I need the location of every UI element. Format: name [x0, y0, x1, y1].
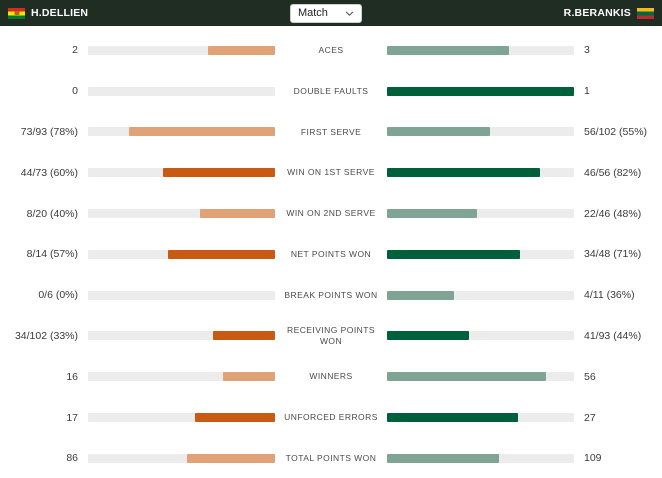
stat-right-value: 46/56 (82%)	[584, 166, 642, 179]
stat-row	[0, 356, 662, 397]
stat-label: TOTAL POINTS WON	[285, 453, 377, 464]
stat-right-bar-fill	[387, 127, 490, 136]
stat-label: RECEIVING POINTS WON	[287, 325, 375, 346]
match-scope-select[interactable]	[290, 4, 362, 23]
stat-left-bar-track	[88, 372, 275, 381]
stat-right-value: 56	[584, 370, 596, 383]
stat-right-bar-fill	[387, 331, 469, 340]
stat-row	[0, 112, 662, 153]
stat-left-bar-track	[88, 209, 275, 218]
stat-right-bar-track	[387, 127, 574, 136]
stat-right-value: 56/102 (55%)	[584, 125, 648, 138]
stat-label: FIRST SERVE	[300, 126, 362, 137]
stat-left-bar-track	[88, 413, 275, 422]
stat-label: ACES	[318, 45, 344, 56]
stat-right-bar-track	[387, 413, 574, 422]
stat-right-value: 22/46 (48%)	[584, 207, 642, 220]
stat-left-bar-track	[88, 454, 275, 463]
bolivia-flag-icon	[8, 8, 25, 19]
stat-left-bar-fill	[129, 127, 275, 136]
stat-right-bar-fill	[387, 168, 540, 177]
stat-right-bar-fill	[387, 454, 499, 463]
stat-right-value: 34/48 (71%)	[584, 248, 642, 261]
stat-row	[0, 438, 662, 478]
stat-left-bar-track	[88, 331, 275, 340]
stat-left-bar-fill	[213, 331, 275, 340]
player-right-name: R.BERANKIS	[563, 7, 631, 19]
stat-left-value: 16	[66, 370, 78, 383]
stat-right-bar-fill	[387, 46, 509, 55]
stat-left-value: 34/102 (33%)	[14, 329, 78, 342]
player-left	[8, 7, 88, 19]
stat-label: WIN ON 2ND SERVE	[286, 208, 376, 219]
stat-left-value: 2	[72, 44, 78, 57]
stat-left-value: 0/6 (0%)	[38, 289, 78, 302]
stat-left-value: 0	[72, 85, 78, 98]
stat-right-bar-track	[387, 454, 574, 463]
stat-left-value: 73/93 (78%)	[20, 125, 78, 138]
stat-row	[0, 234, 662, 275]
chevron-down-icon	[345, 9, 354, 18]
player-right	[564, 7, 654, 19]
stat-left-bar-fill	[163, 168, 275, 177]
stat-left-bar-fill	[187, 454, 275, 463]
stat-right-bar-track	[387, 46, 574, 55]
stat-right-bar-fill	[387, 209, 477, 218]
stat-left-bar-track	[88, 127, 275, 136]
stat-right-bar-fill	[387, 413, 518, 422]
stat-right-bar-fill	[387, 291, 454, 300]
stat-right-bar-track	[387, 372, 574, 381]
stat-right-bar-fill	[387, 87, 574, 96]
stat-row	[0, 71, 662, 112]
stat-label: WIN ON 1ST SERVE	[287, 167, 375, 178]
stat-row	[0, 397, 662, 438]
stat-right-value: 4/11 (36%)	[584, 289, 635, 302]
lithuania-flag-icon	[637, 8, 654, 19]
player-left-name: H.DELLIEN	[31, 7, 89, 19]
stat-label: DOUBLE FAULTS	[293, 85, 369, 96]
stat-left-bar-track	[88, 291, 275, 300]
stat-right-bar-track	[387, 168, 574, 177]
stat-right-value: 27	[584, 411, 596, 424]
stat-right-bar-track	[387, 209, 574, 218]
stat-row	[0, 275, 662, 316]
stat-row	[0, 30, 662, 71]
stat-left-value: 8/20 (40%)	[26, 207, 78, 220]
match-scope-label: Match	[297, 7, 328, 19]
stat-right-value: 3	[584, 44, 590, 57]
stat-right-bar-track	[387, 250, 574, 259]
stat-left-bar-fill	[195, 413, 275, 422]
stat-label: WINNERS	[309, 371, 353, 382]
stats-rows	[0, 26, 662, 478]
stat-left-bar-fill	[208, 46, 275, 55]
stat-right-bar-track	[387, 291, 574, 300]
stat-left-bar-track	[88, 168, 275, 177]
stat-row	[0, 316, 662, 357]
stat-left-value: 44/73 (60%)	[20, 166, 78, 179]
stat-left-value: 8/14 (57%)	[26, 248, 78, 261]
stat-left-bar-track	[88, 46, 275, 55]
stat-left-bar-fill	[223, 372, 275, 381]
stat-left-bar-track	[88, 250, 275, 259]
stat-right-bar-fill	[387, 372, 546, 381]
stat-right-value: 1	[584, 85, 590, 98]
stat-label: BREAK POINTS WON	[284, 289, 378, 300]
stat-label: UNFORCED ERRORS	[284, 412, 378, 423]
stat-left-value: 17	[66, 411, 78, 424]
stat-row	[0, 193, 662, 234]
stat-right-bar-fill	[387, 250, 520, 259]
stat-left-bar-fill	[168, 250, 275, 259]
stat-left-value: 86	[66, 452, 78, 465]
stat-right-value: 41/93 (44%)	[584, 329, 642, 342]
match-header	[0, 0, 662, 26]
stat-right-bar-track	[387, 331, 574, 340]
stat-left-bar-fill	[200, 209, 275, 218]
stat-right-bar-track	[387, 87, 574, 96]
stat-row	[0, 152, 662, 193]
stat-left-bar-track	[88, 87, 275, 96]
stat-right-value: 109	[584, 452, 602, 465]
stat-label: NET POINTS WON	[290, 249, 372, 260]
